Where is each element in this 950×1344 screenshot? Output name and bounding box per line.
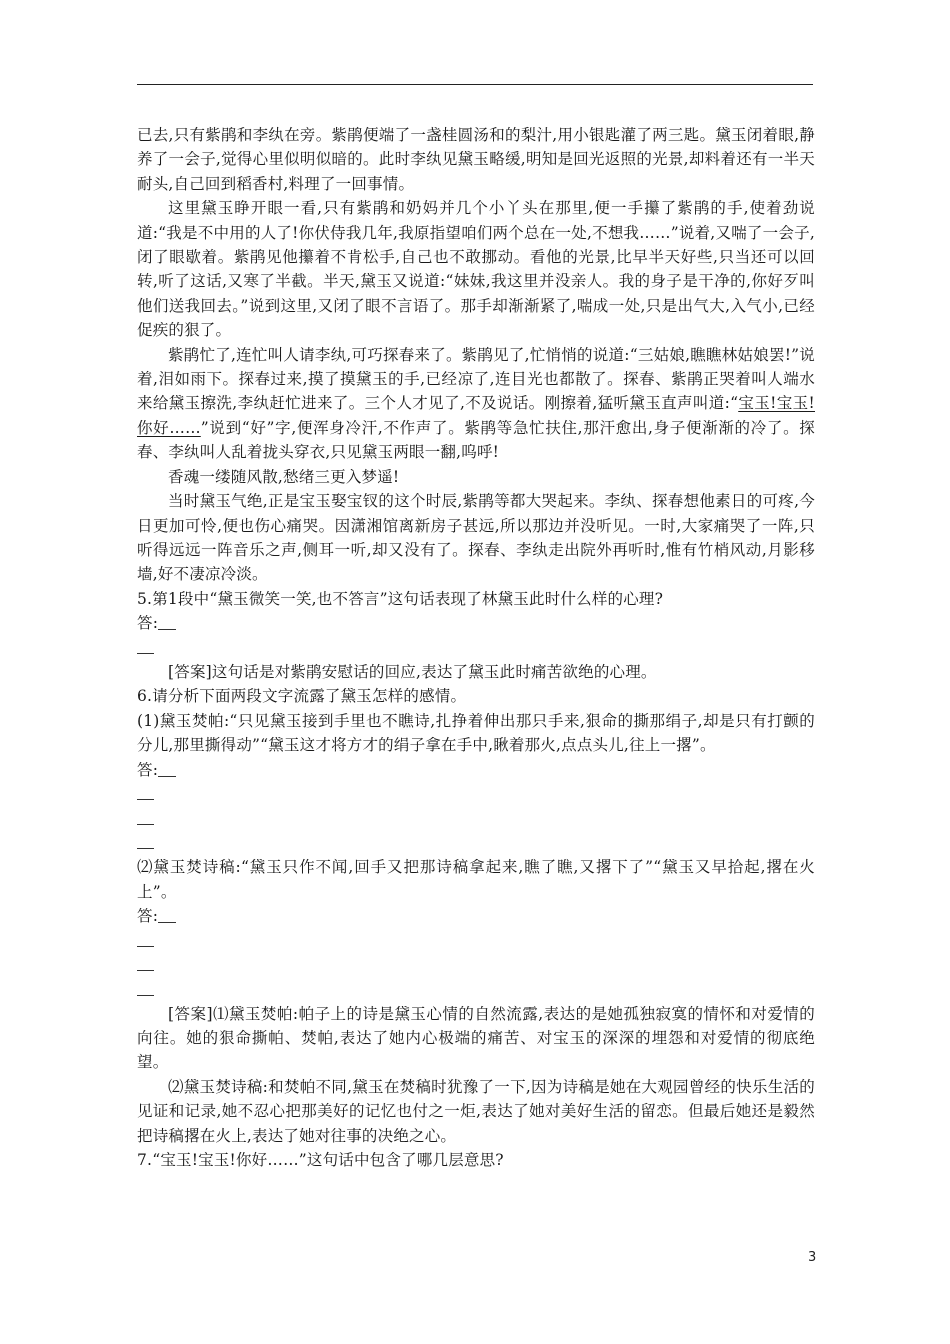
- answer-blank: [158, 762, 176, 777]
- answer-6-part-1: [答案]⑴黛玉焚帕:帕子上的诗是黛玉心情的自然流露,表达的是她孤独寂寞的情怀和对爱情的向往。她的狠命撕帕、焚帕,表达了她内心极端的痛苦、对宝玉的深深的埋怨和对爱情的彻底绝望。: [137, 1004, 815, 1072]
- answer-line: [137, 782, 155, 806]
- answer-line: [137, 977, 155, 1001]
- poem-line: 香魂一缕随风散,愁绪三更入梦遥!: [168, 467, 400, 486]
- header-rule: [137, 84, 813, 85]
- document-body: [137, 123, 815, 1172]
- answer-prompt-6-1: [137, 758, 815, 782]
- answer-5: [答案]这句话是对紫鹃安慰话的回应,表达了黛玉此时痛苦欲绝的心理。: [168, 662, 657, 681]
- paragraph-3-after: ”说到“好”字,便浑身冷汗,不作声了。紫鹃等急忙扶住,那汗愈出,身子便渐渐的冷了。探春、李纨叫人乱着拢头穿衣,只见黛玉两眼一翻,呜呼!: [137, 418, 815, 462]
- answer-prompt-6-2: [137, 904, 815, 928]
- paragraph-2: 这里黛玉睁开眼一看,只有紫鹃和奶妈并几个小丫头在那里,便一手攥了紫鹃的手,使着劲说道:“我是不中用的人了!你伏侍我几年,我原指望咱们两个总在一处,不想我……”说着,又喘了一会子,闭了眼歇着。紫鹃见他攥着不肯松手,自己也不敢挪动。看他的光景,比早半天好些,只当还可以回转,听了这话,又寒了半截。半天,黛玉又说道:“妹妹,我这里并没亲人。我的身子是干净的,你好歹叫他们送我回去。”说到这里,又闭了眼不言语了。那手却渐渐紧了,喘成一处,只是出气大,入气小,已经促疾的狠了。: [137, 199, 815, 340]
- paragraph-3-before: 紫鹃忙了,连忙叫人请李纨,可巧探春来了。紫鹃见了,忙悄悄的说道:“三姑娘,瞧瞧林姑娘罢!”说着,泪如雨下。探春过来,摸了摸黛玉的手,已经凉了,连目光也都散了。探春、紫鹃正哭着叫人端水来给黛玉擦洗,李纨赶忙进来了。三个人才见了,不及说话。刚擦着,猛听黛玉直声叫道:“: [137, 345, 815, 413]
- underlined-quote: 宝玉!宝玉!你好……: [137, 394, 815, 437]
- answer-line: [137, 831, 155, 855]
- answer-line: [137, 636, 155, 660]
- question-6: 6.请分析下面两段文字流露了黛玉怎样的感情。: [137, 687, 467, 706]
- answer-label: 答:: [137, 760, 159, 779]
- question-6-part-1: (1)黛玉焚帕:“只见黛玉接到手里也不瞧诗,扎挣着伸出那只手来,狠命的撕那绢子,却是只有打颤的分儿,那里撕得动”“黛玉这才将方才的绢子拿在手中,瞅着那火,点点头儿,往上一撂”。: [137, 711, 815, 755]
- paragraph-5: 当时黛玉气绝,正是宝玉娶宝钗的这个时辰,紫鹃等都大哭起来。李纨、探春想他素日的可疼,今日更加可怜,便也伤心痛哭。因潇湘馆离新房子甚远,所以那边并没听见。一时,大家痛哭了一阵,只听得远远一阵音乐之声,侧耳一听,却又没有了。探春、李纨走出院外再听时,惟有竹梢风动,月影移墙,好不凄凉冷淡。: [137, 492, 815, 584]
- answer-label: 答:: [137, 906, 159, 925]
- paragraph-1: 已去,只有紫鹃和李纨在旁。紫鹃便端了一盏桂圆汤和的梨汁,用小银匙灌了两三匙。黛玉闭着眼,静养了一会子,觉得心里似明似暗的。此时李纨见黛玉略缓,明知是回光返照的光景,却料着还有一半天耐头,自己回到稻香村,料理了一回事情。: [137, 126, 815, 193]
- question-5: 5.第1段中“黛玉微笑一笑,也不答言”这句话表现了林黛玉此时什么样的心理?: [137, 589, 664, 608]
- answer-6-part-2: ⑵黛玉焚诗稿:和焚帕不同,黛玉在焚稿时犹豫了一下,因为诗稿是她在大观园曾经的快乐生活的见证和记录,她不忍心把那美好的记忆也付之一炬,表达了她对美好生活的留恋。但最后她还是毅然把诗稿撂在火上,表达了她对往事的决绝之心。: [137, 1077, 815, 1145]
- question-6-part-2: ⑵黛玉焚诗稿:“黛玉只作不闻,回手又把那诗稿拿起来,瞧了瞧,又撂下了”“黛玉又早拾起,撂在火上”。: [137, 858, 815, 901]
- answer-line: [137, 928, 155, 952]
- question-7: 7.“宝玉!宝玉!你好……”这句话中包含了哪几层意思?: [137, 1150, 504, 1169]
- answer-line: [137, 953, 155, 977]
- answer-blank: [158, 908, 176, 923]
- answer-blank: [158, 615, 176, 630]
- page-number: 3: [808, 1250, 817, 1265]
- answer-prompt-5: [137, 611, 815, 635]
- paragraph-3: [137, 343, 815, 465]
- answer-line: [137, 806, 155, 830]
- answer-label: 答:: [137, 614, 159, 633]
